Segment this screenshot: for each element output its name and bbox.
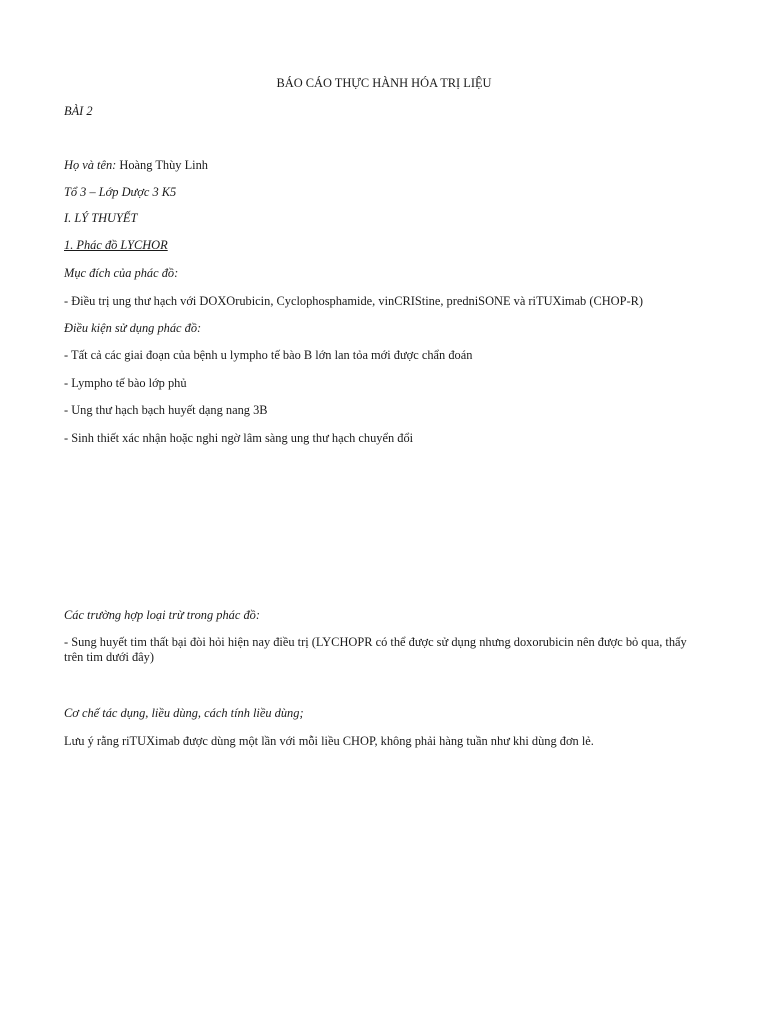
conditions-heading: Điều kiện sử dụng phác đồ:	[64, 321, 202, 335]
condition-item: - Sinh thiết xác nhận hoặc nghi ngờ lâm sàng ung thư hạch chuyển đổi	[64, 431, 414, 445]
name-value: Hoàng Thùy Linh	[116, 158, 208, 172]
mechanism-text: Lưu ý rằng riTUXimab được dùng một lần với mỗi liều CHOP, không phải hàng tuần như khi dùng đơn lẻ.	[64, 734, 594, 748]
lesson-label: BÀI 2	[64, 104, 93, 118]
purpose-heading: Mục đích của phác đồ:	[64, 266, 179, 280]
condition-item: - Ung thư hạch bạch huyết dạng nang 3B	[64, 403, 268, 417]
group-class: Tổ 3 – Lớp Dược 3 K5	[64, 185, 177, 199]
section-heading-theory: I. LÝ THUYẾT	[64, 211, 138, 225]
document-title: BÁO CÁO THỰC HÀNH HÓA TRỊ LIỆU	[276, 76, 492, 90]
name-label: Họ và tên:	[64, 158, 117, 172]
exclusion-heading: Các trường hợp loại trừ trong phác đồ:	[64, 608, 260, 622]
exclusion-text: - Sung huyết tim thất bại đòi hỏi hiện nay điều trị (LYCHOPR có thể được sử dụng nhưng doxorubicin nên được bỏ qua, thấy trên tim dưới đây)	[64, 635, 687, 664]
purpose-text: - Điều trị ung thư hạch với DOXOrubicin, Cyclophosphamide, vinCRIStine, predniSONE và riTUXimab (CHOP-R)	[64, 294, 644, 308]
condition-item: - Lympho tế bào lớp phủ	[64, 376, 187, 390]
student-name-line	[64, 158, 208, 173]
subsection-heading-regimen: 1. Phác đồ LYCHOR	[64, 238, 168, 252]
condition-item: - Tất cả các giai đoạn của bệnh u lympho tế bào B lớn lan tỏa mới được chẩn đoán	[64, 348, 473, 362]
mechanism-heading: Cơ chế tác dụng, liều dùng, cách tính liều dùng;	[64, 706, 304, 720]
